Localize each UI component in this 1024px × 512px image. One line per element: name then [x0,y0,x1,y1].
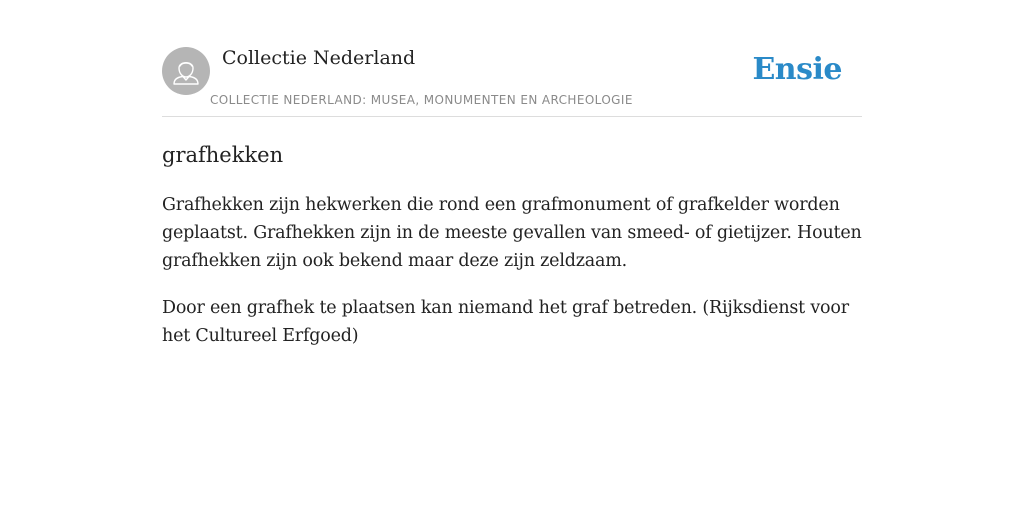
user-icon [162,47,210,95]
page-title: grafhekken [162,143,284,167]
article-paragraph: Grafhekken zijn hekwerken die rond een grafmonument of grafkelder worden geplaatst. Grafhekken zijn in de meeste gevallen van smeed- of gietijzer. Houten grafhekken zijn ook bekend maar deze zijn zeldzaam. [162,195,862,271]
header [162,46,862,117]
author-name[interactable]: Collectie Nederland [222,47,416,69]
article [162,140,862,350]
article-paragraph: Door een grafhek te plaatsen kan niemand het graf betreden. (Rijksdienst voor het Cultureel Erfgoed) [162,298,849,346]
avatar[interactable] [162,47,210,95]
collection-subtitle[interactable]: COLLECTIE NEDERLAND: MUSEA, MONUMENTEN EN ARCHEOLOGIE [210,93,633,107]
brand-logo[interactable]: Ensie [752,52,842,87]
